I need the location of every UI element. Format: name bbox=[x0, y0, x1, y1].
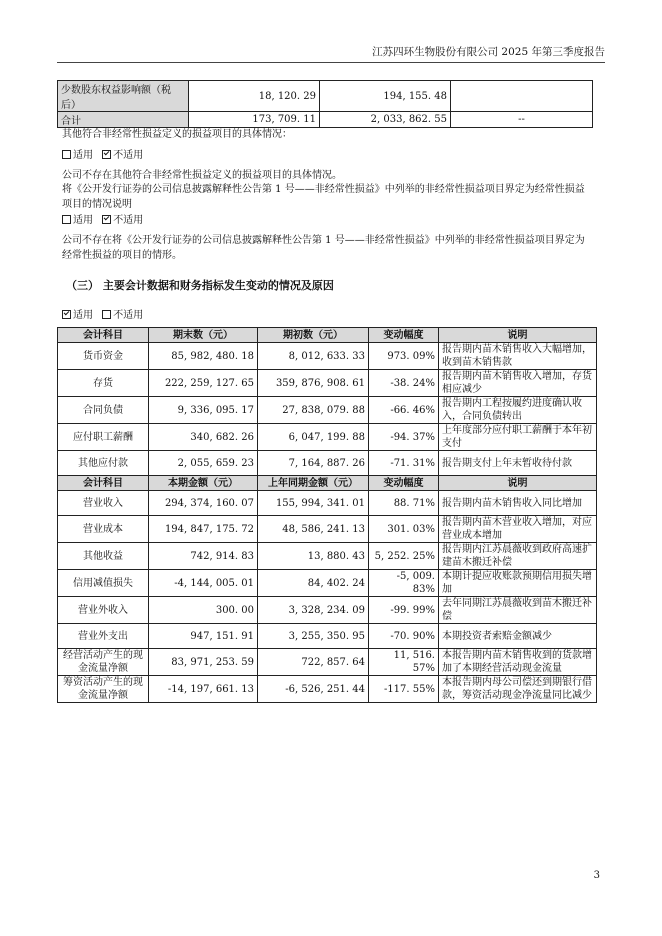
explanation: 去年同期江苏晨薇收到苗木搬迁补偿 bbox=[439, 597, 597, 624]
explanation: 报告期支付上年末暂收待付款 bbox=[439, 451, 597, 476]
column-header: 变动幅度 bbox=[369, 328, 439, 343]
explanation: 报告期内苗木销售收入同比增加 bbox=[439, 491, 597, 516]
value-start: 8, 012, 633. 33 bbox=[258, 343, 369, 370]
change-rate: -66. 46% bbox=[369, 397, 439, 424]
table-row bbox=[58, 649, 597, 676]
value-start: 7, 164, 887. 26 bbox=[258, 451, 369, 476]
explanation: 上年度部分应付职工薪酬于本年初支付 bbox=[439, 424, 597, 451]
row-note bbox=[451, 81, 593, 112]
value-end: 2, 055, 659. 23 bbox=[149, 451, 258, 476]
value-end: 300. 00 bbox=[149, 597, 258, 624]
explanation: 报告期内工程按履约进度确认收入，合同负债转出 bbox=[439, 397, 597, 424]
account-name: 营业成本 bbox=[58, 516, 149, 543]
account-name: 货币资金 bbox=[58, 343, 149, 370]
value-start: 27, 838, 079. 88 bbox=[258, 397, 369, 424]
column-header: 说明 bbox=[439, 476, 597, 491]
value-start: 155, 994, 341. 01 bbox=[258, 491, 369, 516]
column-header: 变动幅度 bbox=[369, 476, 439, 491]
value-end: 222, 259, 127. 65 bbox=[149, 370, 258, 397]
value-end: 85, 982, 480. 18 bbox=[149, 343, 258, 370]
change-rate: -38. 24% bbox=[369, 370, 439, 397]
table-row bbox=[58, 424, 597, 451]
paragraph-none-2: 公司不存在将《公开发行证券的公司信息披露解释性公告第 1 号——非经常性损益》中列举的非经常性损益项目界定为经常性损益的项目的情形。 bbox=[62, 235, 585, 261]
account-name: 营业外收入 bbox=[58, 597, 149, 624]
table-row bbox=[58, 112, 593, 128]
account-name: 其他收益 bbox=[58, 543, 149, 570]
column-header: 上年同期金额（元） bbox=[258, 476, 369, 491]
column-header: 期初数（元） bbox=[258, 328, 369, 343]
account-name: 信用减值损失 bbox=[58, 570, 149, 597]
checkbox-row-2 bbox=[62, 213, 592, 228]
table-header-row bbox=[58, 328, 597, 343]
account-name: 存货 bbox=[58, 370, 149, 397]
paragraph-other-items: 其他符合非经常性损益定义的损益项目的具体情况： bbox=[62, 129, 292, 140]
table-row bbox=[58, 81, 593, 112]
row-label: 合计 bbox=[58, 112, 189, 128]
table-row bbox=[58, 397, 597, 424]
table-row bbox=[58, 451, 597, 476]
financial-changes-table bbox=[57, 327, 597, 703]
column-header: 本期金额（元） bbox=[149, 476, 258, 491]
opt-na-label: 不适用 bbox=[113, 215, 144, 226]
row-ytd: 2, 033, 862. 55 bbox=[320, 112, 451, 128]
table-row bbox=[58, 597, 597, 624]
column-header: 说明 bbox=[439, 328, 597, 343]
value-end: 742, 914. 83 bbox=[149, 543, 258, 570]
explanation: 本期计提应收账款预期信用损失增加 bbox=[439, 570, 597, 597]
page-header: 江苏四环生物股份有限公司 2025 年第三季度报告 bbox=[57, 44, 605, 63]
value-start: 3, 255, 350. 95 bbox=[258, 624, 369, 649]
account-name: 应付职工薪酬 bbox=[58, 424, 149, 451]
value-start: 359, 876, 908. 61 bbox=[258, 370, 369, 397]
table-row bbox=[58, 491, 597, 516]
change-rate: -70. 90% bbox=[369, 624, 439, 649]
value-end: 9, 336, 095. 17 bbox=[149, 397, 258, 424]
account-name: 经营活动产生的现金流量净额 bbox=[58, 649, 149, 676]
page-number: 3 bbox=[593, 870, 600, 881]
checkbox-row-3 bbox=[62, 308, 592, 323]
explanation: 报告期内江苏晨薇收到政府高速扩建苗木搬迁补偿 bbox=[439, 543, 597, 570]
table-row bbox=[58, 624, 597, 649]
section-title: （三） 主要会计数据和财务指标发生变动的情况及原因 bbox=[66, 279, 334, 292]
checkbox-na[interactable] bbox=[102, 215, 111, 224]
account-name: 筹资活动产生的现金流量净额 bbox=[58, 676, 149, 703]
table-row bbox=[58, 516, 597, 543]
explanation: 报告期内苗木销售收入增加，存货相应减少 bbox=[439, 370, 597, 397]
change-rate: -71. 31% bbox=[369, 451, 439, 476]
row-current: 18, 120. 29 bbox=[189, 81, 320, 112]
table-row bbox=[58, 343, 597, 370]
explanation: 本期投资者索赔金额减少 bbox=[439, 624, 597, 649]
row-label: 少数股东权益影响额（税后） bbox=[58, 81, 189, 112]
explanation: 报告期内苗木营业收入增加，对应营业成本增加 bbox=[439, 516, 597, 543]
value-end: 294, 374, 160. 07 bbox=[149, 491, 258, 516]
paragraph-classification: 将《公开发行证券的公司信息披露解释性公告第 1 号——非经常性损益》中列举的非经常性损益项目界定为经常性损益项目的情况说明 bbox=[62, 184, 585, 210]
non-recurring-summary-table bbox=[57, 80, 593, 128]
table-row bbox=[58, 543, 597, 570]
value-start: 13, 880. 43 bbox=[258, 543, 369, 570]
change-rate: 88. 71% bbox=[369, 491, 439, 516]
value-start: 84, 402. 24 bbox=[258, 570, 369, 597]
value-start: 722, 857. 64 bbox=[258, 649, 369, 676]
value-end: -14, 197, 661. 13 bbox=[149, 676, 258, 703]
value-start: 3, 328, 234. 09 bbox=[258, 597, 369, 624]
opt-na-label: 不适用 bbox=[113, 310, 144, 321]
table-row bbox=[58, 676, 597, 703]
change-rate: -99. 99% bbox=[369, 597, 439, 624]
checkbox-apply[interactable] bbox=[62, 215, 71, 224]
row-note: -- bbox=[451, 112, 593, 128]
change-rate: 11, 516. 57% bbox=[369, 649, 439, 676]
account-name: 其他应付款 bbox=[58, 451, 149, 476]
account-name: 营业收入 bbox=[58, 491, 149, 516]
column-header: 会计科目 bbox=[58, 476, 149, 491]
explanation: 本报告期内苗木销售收到的货款增加了本期经营活动现金流量 bbox=[439, 649, 597, 676]
checkbox-na[interactable] bbox=[102, 150, 111, 159]
checkbox-na[interactable] bbox=[102, 310, 111, 319]
opt-na-label: 不适用 bbox=[113, 150, 144, 161]
row-ytd: 194, 155. 48 bbox=[320, 81, 451, 112]
opt-apply-label: 适用 bbox=[73, 215, 93, 226]
value-end: 83, 971, 253. 59 bbox=[149, 649, 258, 676]
account-name: 营业外支出 bbox=[58, 624, 149, 649]
value-end: -4, 144, 005. 01 bbox=[149, 570, 258, 597]
column-header: 会计科目 bbox=[58, 328, 149, 343]
change-rate: -94. 37% bbox=[369, 424, 439, 451]
row-current: 173, 709. 11 bbox=[189, 112, 320, 128]
opt-apply-label: 适用 bbox=[73, 310, 93, 321]
table-row bbox=[58, 370, 597, 397]
opt-apply-label: 适用 bbox=[73, 150, 93, 161]
change-rate: 973. 09% bbox=[369, 343, 439, 370]
explanation: 报告期内苗木销售收入大幅增加，收到苗木销售款 bbox=[439, 343, 597, 370]
column-header: 期末数（元） bbox=[149, 328, 258, 343]
change-rate: 301. 03% bbox=[369, 516, 439, 543]
value-end: 194, 847, 175. 72 bbox=[149, 516, 258, 543]
checkbox-apply[interactable] bbox=[62, 150, 71, 159]
checkbox-apply[interactable] bbox=[62, 310, 71, 319]
change-rate: -117. 55% bbox=[369, 676, 439, 703]
paragraph-none-1: 公司不存在其他符合非经常性损益定义的损益项目的具体情况。 bbox=[62, 170, 342, 181]
explanation: 本报告期内母公司偿还到期银行借款，筹资活动现金净流量同比减少 bbox=[439, 676, 597, 703]
change-rate: 5, 252. 25% bbox=[369, 543, 439, 570]
value-start: -6, 526, 251. 44 bbox=[258, 676, 369, 703]
value-start: 48, 586, 241. 13 bbox=[258, 516, 369, 543]
change-rate: -5, 009. 83% bbox=[369, 570, 439, 597]
value-start: 6, 047, 199. 88 bbox=[258, 424, 369, 451]
value-end: 340, 682. 26 bbox=[149, 424, 258, 451]
table-row bbox=[58, 570, 597, 597]
account-name: 合同负债 bbox=[58, 397, 149, 424]
value-end: 947, 151. 91 bbox=[149, 624, 258, 649]
table-header-row bbox=[58, 476, 597, 491]
checkbox-row-1 bbox=[62, 148, 592, 163]
